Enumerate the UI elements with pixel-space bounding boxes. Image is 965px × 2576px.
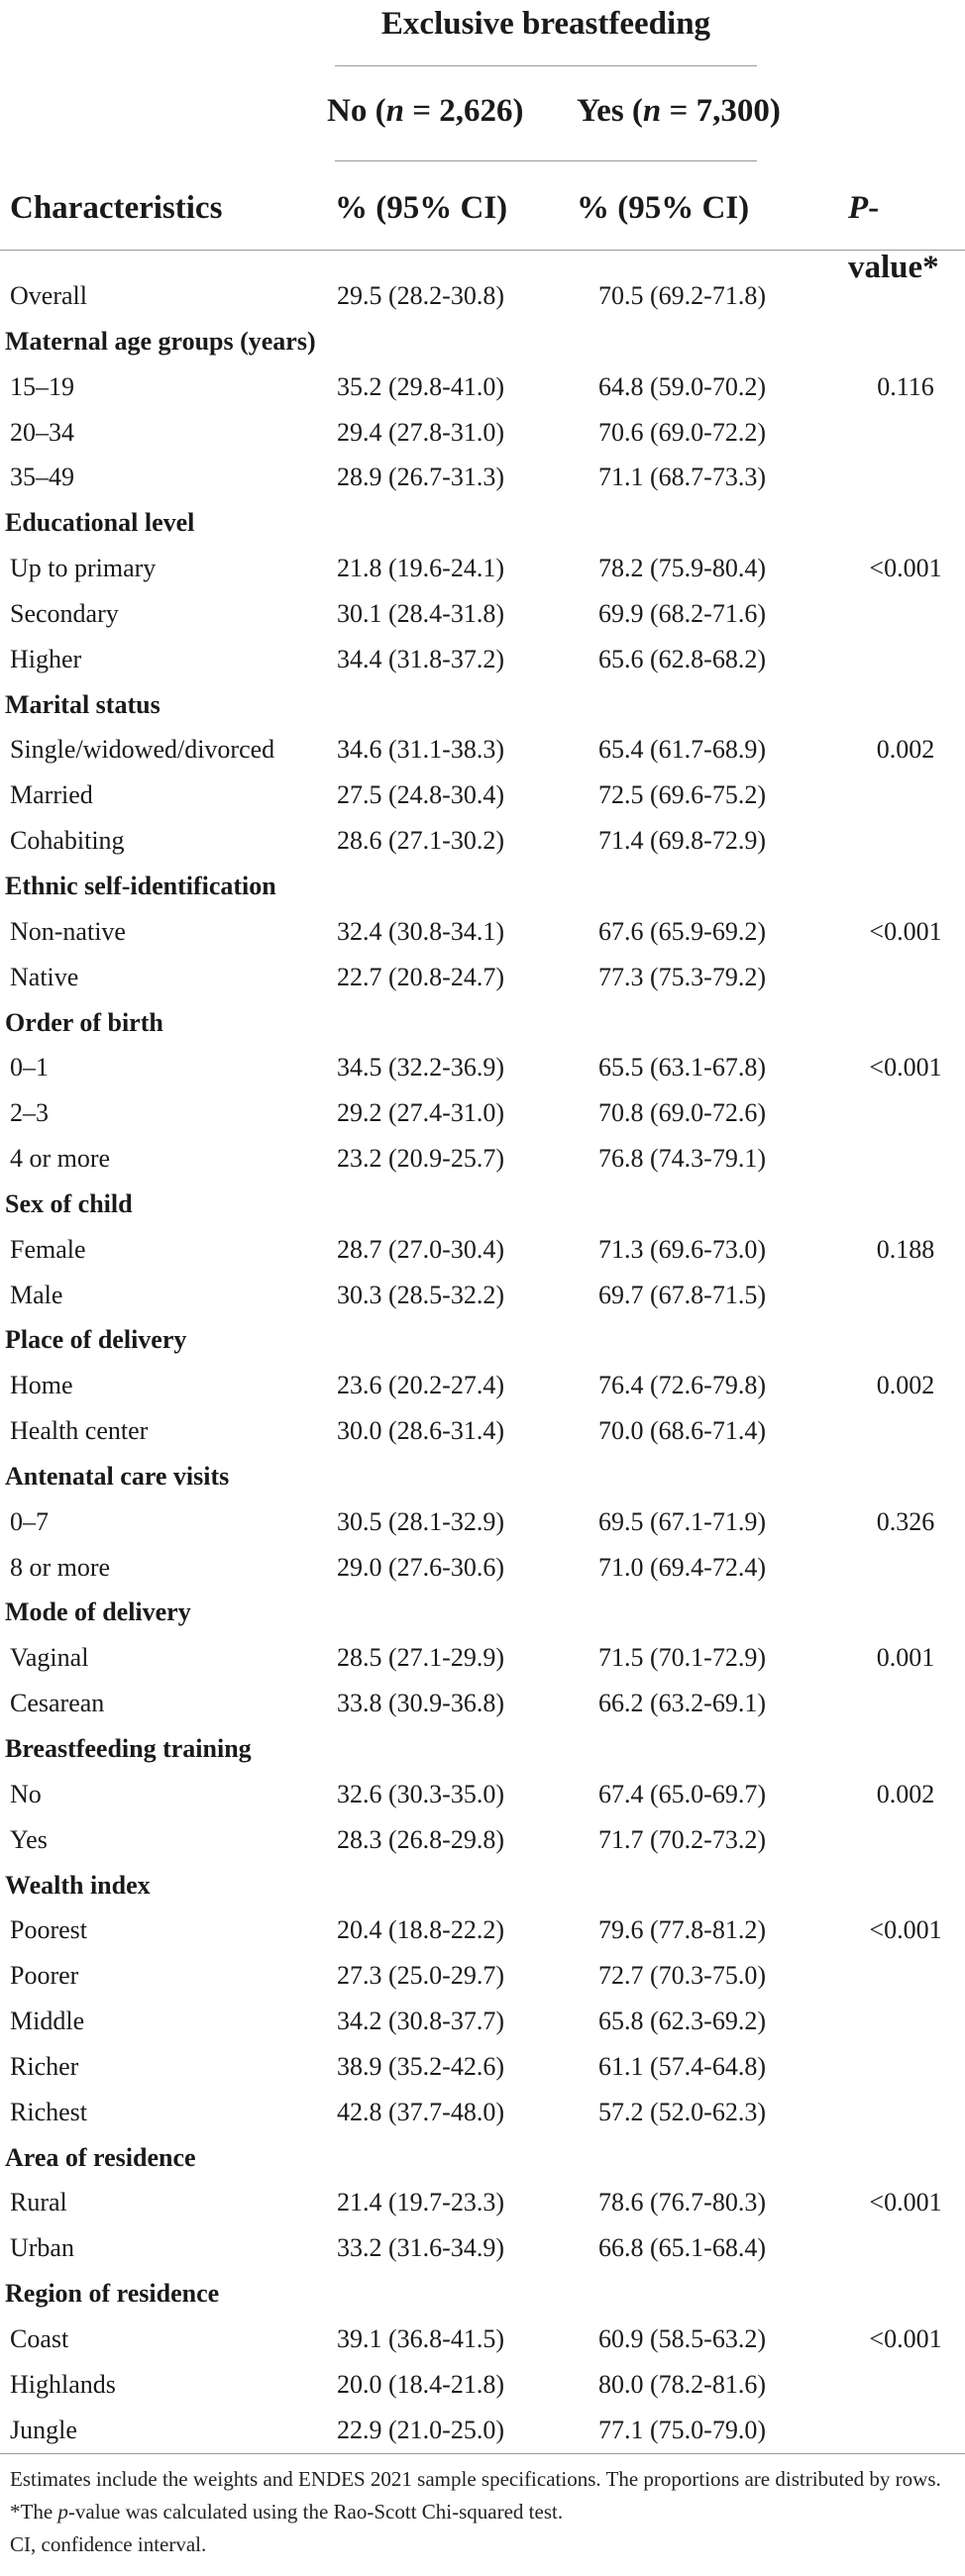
cell-label: Vaginal xyxy=(10,1643,89,1673)
table-section-header xyxy=(0,1454,965,1499)
table-row xyxy=(0,1273,965,1318)
cell-no: 20.4 (18.8-22.2) xyxy=(337,1915,504,1945)
spanner-header: Exclusive breastfeeding xyxy=(380,6,711,42)
cell-p: <0.001 xyxy=(869,916,942,946)
cell-no: 34.4 (31.8-37.2) xyxy=(337,644,504,673)
cell-no: 27.5 (24.8-30.4) xyxy=(337,780,504,810)
cell-label: Jungle xyxy=(10,2415,77,2444)
table-row xyxy=(0,455,965,500)
cell-yes: 66.2 (63.2-69.1) xyxy=(598,1689,766,1718)
cell-label: Middle xyxy=(10,2007,85,2036)
table-row xyxy=(0,1090,965,1136)
table-row xyxy=(0,2044,965,2090)
cell-yes: 77.3 (75.3-79.2) xyxy=(598,962,766,991)
cell-yes: 78.2 (75.9-80.4) xyxy=(598,554,766,583)
cell-no: 29.0 (27.6-30.6) xyxy=(337,1552,504,1582)
cell-label: Married xyxy=(10,780,93,810)
table-section-header xyxy=(0,1317,965,1363)
table-row xyxy=(0,1635,965,1681)
cell-label: Ethnic self-identification xyxy=(5,871,276,900)
cell-label: Cohabiting xyxy=(10,826,125,856)
column-header-characteristics: Characteristics xyxy=(10,190,223,226)
cell-yes: 71.1 (68.7-73.3) xyxy=(598,463,766,492)
cell-yes: 67.6 (65.9-69.2) xyxy=(598,916,766,946)
table-row xyxy=(0,410,965,456)
cell-no: 27.3 (25.0-29.7) xyxy=(337,1961,504,1991)
footnote-line-1: Estimates include the weights and ENDES 2021 sample specifications. The proportions are distributed by rows. *The p-value was calculated using the Rao-Scott Chi-squared test. xyxy=(10,2467,941,2524)
cell-label: Marital status xyxy=(5,689,161,719)
table-row xyxy=(0,364,965,410)
cell-label: Antenatal care visits xyxy=(5,1461,230,1491)
cell-label: 4 or more xyxy=(10,1144,111,1174)
cell-label: Maternal age groups (years) xyxy=(5,326,316,356)
group-rule xyxy=(335,160,757,161)
cell-label: Higher xyxy=(10,644,82,673)
cell-label: No xyxy=(10,1779,42,1808)
cell-label: Wealth index xyxy=(5,1870,151,1900)
cell-yes: 77.1 (75.0-79.0) xyxy=(598,2415,766,2444)
cell-no: 20.0 (18.4-21.8) xyxy=(337,2369,504,2399)
cell-label: Health center xyxy=(10,1416,149,1446)
cell-yes: 71.7 (70.2-73.2) xyxy=(598,1824,766,1854)
table-row xyxy=(0,1227,965,1273)
cell-p: 0.188 xyxy=(876,1234,935,1264)
cell-label: Mode of delivery xyxy=(5,1597,191,1627)
cell-yes: 57.2 (52.0-62.3) xyxy=(598,2097,766,2126)
cell-p: <0.001 xyxy=(869,2323,942,2353)
cell-yes: 69.7 (67.8-71.5) xyxy=(598,1280,766,1309)
cell-yes: 71.0 (69.4-72.4) xyxy=(598,1552,766,1582)
table-row xyxy=(0,909,965,955)
column-header-yes-pct: % (95% CI) xyxy=(577,190,750,226)
table-section-header xyxy=(0,1863,965,1908)
cell-yes: 69.5 (67.1-71.9) xyxy=(598,1506,766,1536)
cell-p: <0.001 xyxy=(869,1915,942,1945)
cell-no: 23.2 (20.9-25.7) xyxy=(337,1144,504,1174)
cell-label: Highlands xyxy=(10,2369,116,2399)
cell-label: 0–7 xyxy=(10,1506,49,1536)
table-row xyxy=(0,773,965,818)
cell-label: 20–34 xyxy=(10,417,74,447)
cell-yes: 78.6 (76.7-80.3) xyxy=(598,2188,766,2217)
cell-label: 2–3 xyxy=(10,1098,49,1128)
table-footnote xyxy=(10,2463,956,2561)
cell-no: 23.6 (20.2-27.4) xyxy=(337,1371,504,1400)
cell-label: Non-native xyxy=(10,916,126,946)
cell-label: Native xyxy=(10,962,79,991)
cell-no: 32.6 (30.3-35.0) xyxy=(337,1779,504,1808)
cell-yes: 65.4 (61.7-68.9) xyxy=(598,735,766,765)
table-section-header xyxy=(0,1182,965,1227)
group-header-no: No (n = 2,626) xyxy=(327,93,524,129)
cell-label: Rural xyxy=(10,2188,67,2217)
cell-no: 21.8 (19.6-24.1) xyxy=(337,554,504,583)
cell-yes: 67.4 (65.0-69.7) xyxy=(598,1779,766,1808)
column-header-p-value: P-value* xyxy=(848,190,939,285)
table-section-header xyxy=(0,864,965,909)
column-header-no-pct: % (95% CI) xyxy=(335,190,508,226)
cell-no: 22.7 (20.8-24.7) xyxy=(337,962,504,991)
cell-no: 34.5 (32.2-36.9) xyxy=(337,1053,504,1082)
cell-no: 22.9 (21.0-25.0) xyxy=(337,2415,504,2444)
table-row xyxy=(0,1545,965,1591)
cell-label: Coast xyxy=(10,2323,69,2353)
cell-label: 0–1 xyxy=(10,1053,49,1082)
cell-label: Region of residence xyxy=(5,2279,220,2309)
cell-no: 33.2 (31.6-34.9) xyxy=(337,2233,504,2263)
cell-label: Place of delivery xyxy=(5,1325,187,1355)
header-rule xyxy=(0,250,965,251)
cell-yes: 69.9 (68.2-71.6) xyxy=(598,598,766,628)
cell-no: 29.4 (27.8-31.0) xyxy=(337,417,504,447)
cell-p: 0.116 xyxy=(877,371,934,401)
table-section-header xyxy=(0,1000,965,1046)
cell-yes: 79.6 (77.8-81.2) xyxy=(598,1915,766,1945)
cell-yes: 66.8 (65.1-68.4) xyxy=(598,2233,766,2263)
cell-label: Single/widowed/divorced xyxy=(10,735,275,765)
cell-label: Urban xyxy=(10,2233,74,2263)
table-row xyxy=(0,955,965,1000)
cell-no: 28.6 (27.1-30.2) xyxy=(337,826,504,856)
cell-no: 34.2 (30.8-37.7) xyxy=(337,2007,504,2036)
table-row xyxy=(0,1136,965,1182)
cell-label: Home xyxy=(10,1371,73,1400)
cell-p: 0.002 xyxy=(876,1371,935,1400)
cell-yes: 76.8 (74.3-79.1) xyxy=(598,1144,766,1174)
group-header-yes: Yes (n = 7,300) xyxy=(577,93,781,129)
table-row xyxy=(0,1045,965,1090)
cell-p: <0.001 xyxy=(869,1053,942,1082)
cell-no: 30.3 (28.5-32.2) xyxy=(337,1280,504,1309)
cell-no: 30.1 (28.4-31.8) xyxy=(337,598,504,628)
cell-no: 30.5 (28.1-32.9) xyxy=(337,1506,504,1536)
cell-no: 28.3 (26.8-29.8) xyxy=(337,1824,504,1854)
cell-no: 35.2 (29.8-41.0) xyxy=(337,371,504,401)
cell-no: 29.5 (28.2-30.8) xyxy=(337,281,504,310)
cell-yes: 71.3 (69.6-73.0) xyxy=(598,1234,766,1264)
cell-label: Overall xyxy=(10,281,87,310)
cell-yes: 61.1 (57.4-64.8) xyxy=(598,2051,766,2081)
cell-yes: 65.8 (62.3-69.2) xyxy=(598,2007,766,2036)
cell-label: Up to primary xyxy=(10,554,157,583)
cell-p: 0.001 xyxy=(876,1643,935,1673)
cell-yes: 80.0 (78.2-81.6) xyxy=(598,2369,766,2399)
cell-no: 30.0 (28.6-31.4) xyxy=(337,1416,504,1446)
cell-label: Order of birth xyxy=(5,1007,163,1037)
cell-label: Secondary xyxy=(10,598,119,628)
cell-no: 42.8 (37.7-48.0) xyxy=(337,2097,504,2126)
table-row xyxy=(0,1817,965,1863)
cell-no: 21.4 (19.7-23.3) xyxy=(337,2188,504,2217)
cell-label: 15–19 xyxy=(10,371,74,401)
table-row xyxy=(0,2408,965,2453)
cell-p: 0.002 xyxy=(876,735,935,765)
cell-yes: 71.4 (69.8-72.9) xyxy=(598,826,766,856)
cell-yes: 70.6 (69.0-72.2) xyxy=(598,417,766,447)
table-row xyxy=(0,1772,965,1817)
table-row xyxy=(0,1999,965,2044)
cell-yes: 60.9 (58.5-63.2) xyxy=(598,2323,766,2353)
cell-yes: 70.5 (69.2-71.8) xyxy=(598,281,766,310)
cell-label: 35–49 xyxy=(10,463,74,492)
cell-label: Richest xyxy=(10,2097,87,2126)
cell-yes: 71.5 (70.1-72.9) xyxy=(598,1643,766,1673)
table-row xyxy=(0,546,965,591)
cell-yes: 64.8 (59.0-70.2) xyxy=(598,371,766,401)
cell-label: Yes xyxy=(10,1824,48,1854)
table-section-header xyxy=(0,1726,965,1772)
table-body xyxy=(0,273,965,2453)
cell-no: 38.9 (35.2-42.6) xyxy=(337,2051,504,2081)
table-row xyxy=(0,1953,965,1999)
cell-no: 39.1 (36.8-41.5) xyxy=(337,2323,504,2353)
cell-label: Richer xyxy=(10,2051,79,2081)
table-row xyxy=(0,818,965,864)
table-section-header xyxy=(0,2271,965,2317)
cell-label: Female xyxy=(10,1234,86,1264)
cell-label: Male xyxy=(10,1280,63,1309)
cell-label: 8 or more xyxy=(10,1552,111,1582)
cell-label: Area of residence xyxy=(5,2142,196,2172)
table-row xyxy=(0,1363,965,1408)
cell-no: 28.7 (27.0-30.4) xyxy=(337,1234,504,1264)
table-row xyxy=(0,273,965,319)
table-row xyxy=(0,2180,965,2225)
table-row xyxy=(0,2225,965,2271)
cell-yes: 70.0 (68.6-71.4) xyxy=(598,1416,766,1446)
table-row xyxy=(0,2317,965,2362)
cell-yes: 72.5 (69.6-75.2) xyxy=(598,780,766,810)
cell-no: 33.8 (30.9-36.8) xyxy=(337,1689,504,1718)
table-row xyxy=(0,1499,965,1545)
spanner-rule xyxy=(335,65,757,66)
cell-yes: 65.6 (62.8-68.2) xyxy=(598,644,766,673)
cell-no: 28.5 (27.1-29.9) xyxy=(337,1643,504,1673)
table-section-header xyxy=(0,2135,965,2181)
cell-no: 28.9 (26.7-31.3) xyxy=(337,463,504,492)
cell-label: Cesarean xyxy=(10,1689,105,1718)
table-row xyxy=(0,727,965,773)
cell-p: <0.001 xyxy=(869,2188,942,2217)
cell-p: 0.002 xyxy=(876,1779,935,1808)
table-section-header xyxy=(0,500,965,546)
table-row xyxy=(0,591,965,637)
table-row xyxy=(0,2090,965,2135)
cell-yes: 76.4 (72.6-79.8) xyxy=(598,1371,766,1400)
cell-yes: 65.5 (63.1-67.8) xyxy=(598,1053,766,1082)
table-row xyxy=(0,1681,965,1726)
cell-p: 0.326 xyxy=(876,1506,935,1536)
table-row xyxy=(0,1408,965,1454)
table-section-header xyxy=(0,1590,965,1635)
table-section-header xyxy=(0,682,965,728)
footer-rule xyxy=(0,2453,965,2454)
cell-label: Sex of child xyxy=(5,1188,133,1218)
cell-no: 34.6 (31.1-38.3) xyxy=(337,735,504,765)
table-row xyxy=(0,2362,965,2408)
table-row xyxy=(0,637,965,682)
cell-label: Educational level xyxy=(5,508,195,538)
cell-yes: 72.7 (70.3-75.0) xyxy=(598,1961,766,1991)
table-section-header xyxy=(0,319,965,364)
table-row xyxy=(0,1907,965,1953)
cell-p: <0.001 xyxy=(869,554,942,583)
footnote-line-2: CI, confidence interval. xyxy=(10,2532,207,2556)
cell-yes: 70.8 (69.0-72.6) xyxy=(598,1098,766,1128)
cell-no: 32.4 (30.8-34.1) xyxy=(337,916,504,946)
cell-label: Breastfeeding training xyxy=(5,1734,252,1763)
cell-no: 29.2 (27.4-31.0) xyxy=(337,1098,504,1128)
cell-label: Poorer xyxy=(10,1961,79,1991)
cell-label: Poorest xyxy=(10,1915,87,1945)
